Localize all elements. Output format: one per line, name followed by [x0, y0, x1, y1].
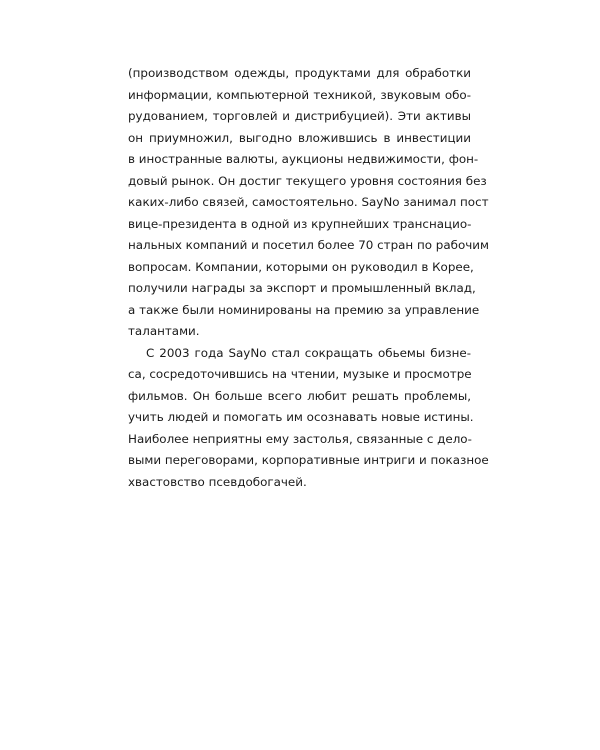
text-line: (производством одежды, продуктами для обработки — [128, 66, 471, 80]
body-text — [128, 63, 489, 493]
text-line: учить людей и помогать им осознавать новые истины. — [128, 410, 474, 424]
text-line: информации, компьютерной техникой, звуковым обо- — [128, 87, 471, 102]
text-line: в иностранные валюты, аукционы недвижимости, фон- — [128, 152, 479, 166]
text-line: он приумножил, выгодно вложившись в инвестиции — [128, 130, 471, 145]
text-line: довый рынок. Он достиг текущего уровня состояния без — [128, 173, 487, 188]
text-line: каких-либо связей, самостоятельно. SayNo занимал пост — [128, 195, 489, 209]
text-line: хвастовство псевдобогачей. — [128, 474, 307, 489]
text-line: Наиболее неприятны ему застолья, связанные с дело- — [128, 431, 472, 446]
text-line: са, сосредоточившись на чтении, музыке и просмотре — [128, 367, 472, 381]
paragraph-1 — [128, 63, 489, 343]
text-line: а также были номинированы на премию за управление — [128, 302, 480, 317]
text-line: получили награды за экспорт и промышленный вклад, — [128, 281, 476, 295]
text-line: С 2003 года SayNo стал сокращать обьемы бизне- — [146, 345, 471, 360]
text-line: талантами. — [128, 324, 200, 338]
text-line: фильмов. Он больше всего любит решать проблемы, — [128, 388, 471, 403]
paragraph-2 — [128, 343, 489, 494]
text-line: вице-президента в одной из крупнейших транснацио- — [128, 216, 472, 231]
text-line: выми переговорами, корпоративные интриги и показное — [128, 453, 489, 467]
text-line: вопросам. Компании, которыми он руководил в Корее, — [128, 259, 474, 274]
text-line: нальных компаний и посетил более 70 стран по рабочим — [128, 238, 489, 252]
text-line: рудованием, торговлей и дистрибуцией). Эти активы — [128, 109, 471, 123]
